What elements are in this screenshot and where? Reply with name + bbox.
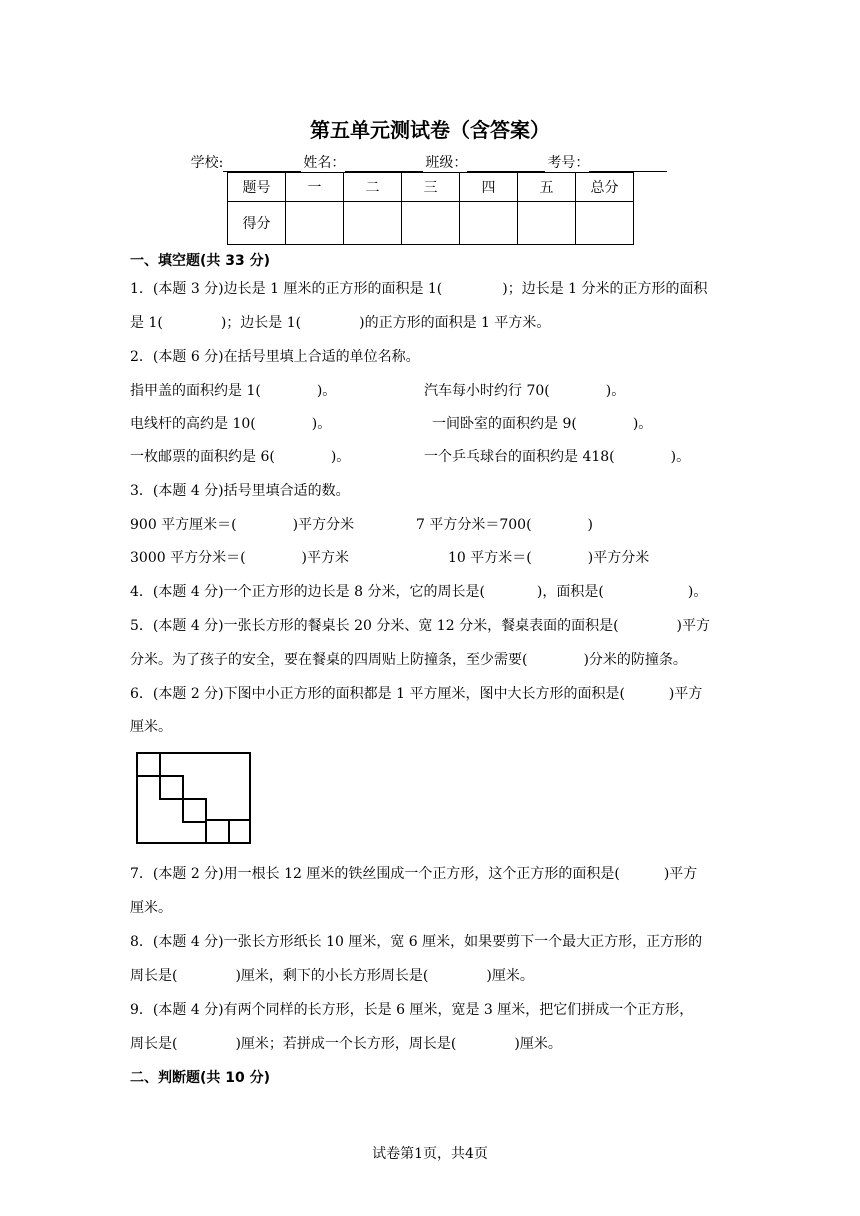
page-footer: 试卷第1页，共4页 [372, 1146, 488, 1162]
score-table [227, 172, 634, 245]
q6-text-a: 6．(本题 2 分)下图中小正方形的面积都是 1 平方厘米，图中大长方形的面积是( [130, 686, 625, 702]
question-9-line-1: 9．(本题 4 分)有两个同样的长方形，长是 6 厘米，宽是 3 厘米，把它们拼成一个正方形， [130, 1002, 694, 1018]
question-5-line-2 [130, 649, 687, 669]
q3-a-end: )平方分米 [292, 517, 355, 533]
score-cell[interactable] [344, 202, 402, 245]
page-title: 第五单元测试卷（含答案） [310, 118, 550, 142]
q2-d-end: )。 [632, 416, 653, 432]
question-6-line-1 [130, 683, 702, 703]
question-9-line-2 [130, 1033, 562, 1053]
score-header-cell: 一 [286, 173, 344, 202]
question-5-line-1 [130, 615, 710, 635]
q3-item-a [130, 514, 354, 534]
q3-b-end: ) [587, 517, 594, 533]
q2-f-text: 一个乒乓球台的面积约是 418( [424, 449, 615, 465]
name-blank[interactable] [345, 157, 423, 172]
q3-c-text: 3000 平方分米＝( [130, 550, 246, 566]
score-row-label: 得分 [228, 202, 286, 245]
q2-item-c [130, 413, 331, 433]
unit-square [160, 776, 183, 799]
q2-c-end: )。 [311, 416, 332, 432]
q3-b-text: 7 平方分米＝700( [416, 517, 532, 533]
score-header-cell: 三 [402, 173, 460, 202]
question-6-line-2: 厘米。 [130, 719, 172, 735]
unit-square [183, 799, 206, 822]
question-1-line-2 [130, 312, 550, 332]
school-blank[interactable] [223, 157, 301, 172]
q2-item-d [432, 413, 652, 433]
question-1-line-1 [130, 278, 708, 298]
student-info-line [0, 152, 860, 172]
class-label: 班级： [425, 155, 468, 171]
q1-text-d: )；边长是 1( [220, 315, 302, 331]
q2-d-text: 一间卧室的面积约是 9( [432, 416, 577, 432]
exam-no-label: 考号： [547, 155, 590, 171]
question-3-stem: 3．(本题 4 分)括号里填合适的数。 [130, 483, 350, 499]
q2-item-b [424, 380, 625, 400]
class-blank[interactable] [467, 157, 545, 172]
q1-text-e: )的正方形的面积是 1 平方米。 [359, 315, 551, 331]
q2-b-text: 汽车每小时约行 70( [424, 383, 550, 399]
q1-text-b: )；边长是 1 分米的正方形的面积 [502, 281, 708, 297]
score-header-cell: 总分 [576, 173, 634, 202]
score-cell[interactable] [576, 202, 634, 245]
question-8-line-1: 8．(本题 4 分)一张长方形纸长 10 厘米，宽 6 厘米，如果要剪下一个最大正方形，正方形的 [130, 934, 703, 950]
name-label: 姓名： [303, 155, 346, 171]
q7-text-b: )平方 [663, 866, 698, 882]
q3-item-c [130, 547, 349, 567]
q2-f-end: )。 [670, 449, 691, 465]
q1-text-c: 是 1( [130, 315, 163, 331]
q2-c-text: 电线杆的高约是 10( [130, 416, 256, 432]
q5-text-b: )平方 [676, 618, 710, 634]
q2-item-f [424, 446, 690, 466]
score-table-header-row [228, 173, 634, 202]
school-label: 学校: [190, 155, 224, 171]
q4-text-a: 4．(本题 4 分)一个正方形的边长是 8 分米，它的周长是( [130, 584, 485, 600]
q3-c-end: )平方米 [301, 550, 350, 566]
q9-text-c: )厘米。 [514, 1036, 562, 1052]
unit-square [137, 753, 160, 776]
q3-item-d [448, 547, 649, 567]
q3-a-text: 900 平方厘米＝( [130, 517, 237, 533]
score-cell[interactable] [286, 202, 344, 245]
q4-text-c: )。 [687, 584, 708, 600]
section-heading-fill-in: 一、填空题(共 33 分) [130, 253, 271, 269]
q8-text-b: )厘米，剩下的小长方形周长是( [235, 968, 429, 984]
question-8-line-2 [130, 965, 534, 985]
score-table-score-row [228, 202, 634, 245]
q2-a-end: )。 [316, 383, 337, 399]
exam-no-blank[interactable] [589, 157, 667, 172]
q2-b-end: )。 [605, 383, 626, 399]
q2-item-a [130, 380, 336, 400]
score-cell[interactable] [402, 202, 460, 245]
q2-item-e [130, 446, 350, 466]
q5-text-a: 5．(本题 4 分)一张长方形的餐桌长 20 分米、宽 12 分米，餐桌表面的面积是( [130, 618, 619, 634]
q2-e-end: )。 [330, 449, 351, 465]
question-7-line-2: 厘米。 [130, 900, 172, 916]
section-heading-true-false: 二、判断题(共 10 分) [130, 1070, 271, 1086]
q3-d-end: )平方分米 [587, 550, 650, 566]
score-cell[interactable] [518, 202, 576, 245]
q3-d-text: 10 平方米＝( [448, 550, 532, 566]
score-header-cell: 五 [518, 173, 576, 202]
q2-a-text: 指甲盖的面积约是 1( [130, 383, 261, 399]
q9-text-b: )厘米；若拼成一个长方形，周长是( [235, 1036, 457, 1052]
q3-item-b [416, 514, 593, 534]
q5-text-d: )分米的防撞条。 [583, 652, 687, 668]
q8-text-c: )厘米。 [486, 968, 534, 984]
question-2-stem: 2．(本题 6 分)在括号里填上合适的单位名称。 [130, 349, 420, 365]
q9-text-a: 周长是( [130, 1036, 178, 1052]
unit-square [229, 820, 250, 843]
q8-text-a: 周长是( [130, 968, 178, 984]
q1-text-a: 1．(本题 3 分)边长是 1 厘米的正方形的面积是 1( [130, 281, 443, 297]
q7-text-a: 7．(本题 2 分)用一根长 12 厘米的铁丝围成一个正方形，这个正方形的面积是( [130, 866, 620, 882]
unit-square [206, 820, 229, 843]
question-7-line-1 [130, 863, 697, 883]
q2-e-text: 一枚邮票的面积约是 6( [130, 449, 275, 465]
question-4 [130, 581, 707, 601]
score-header-cell: 四 [460, 173, 518, 202]
score-cell[interactable] [460, 202, 518, 245]
q6-text-b: )平方 [668, 686, 703, 702]
q4-text-b: )，面积是( [536, 584, 604, 600]
score-header-cell: 题号 [228, 173, 286, 202]
rectangle-grid-figure [136, 752, 256, 848]
score-header-cell: 二 [344, 173, 402, 202]
q5-text-c: 分米。为了孩子的安全，要在餐桌的四周贴上防撞条，至少需要( [130, 652, 528, 668]
